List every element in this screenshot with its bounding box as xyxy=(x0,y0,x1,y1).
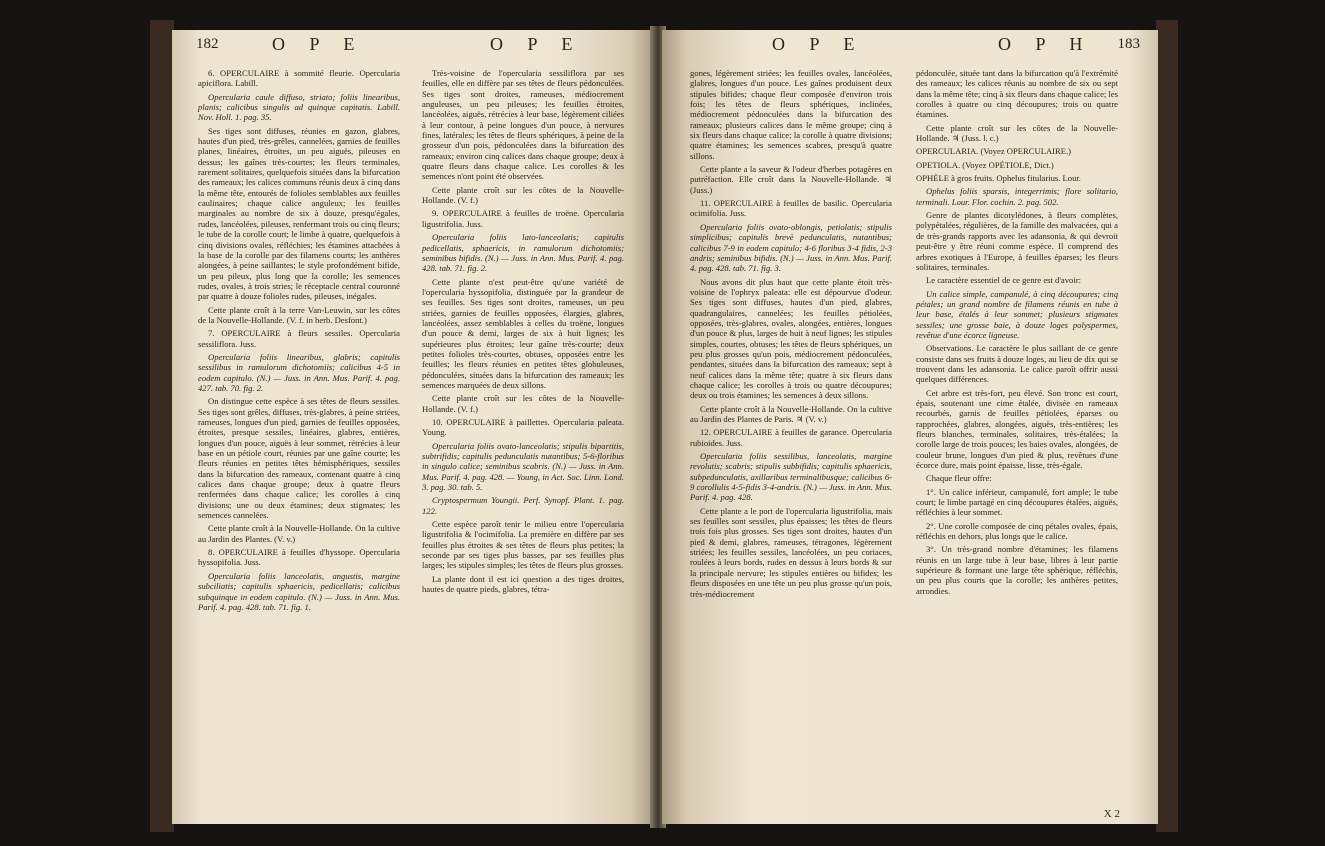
paragraph: 3°. Un très-grand nombre d'étamines; les filamens réunis en un large tube à leur base, libres à leur partie supérieure & formant une large tête sphérique, réfléchis, un peu plus courts que la corolle; les anthères petites, arrondies. xyxy=(916,544,1118,596)
text-column xyxy=(690,68,892,602)
paragraph: Ophelus foliis sparsis, integerrimis; flore solitario, terminali. Lour. Flor. cochin. 2. pag. 502. xyxy=(916,186,1118,207)
paragraph: Cette plante croît sur les côtes de la Nouvelle-Hollande. (V. f.) xyxy=(422,184,624,206)
left-page xyxy=(172,30,654,824)
paragraph: 11. OPERCULAIRE à feuilles de basilic. Opercularia ocimifolia. Juss. xyxy=(690,198,892,219)
right-cover-edge xyxy=(1156,20,1178,832)
paragraph: Genre de plantes dicotylédones, à fleurs complètes, polypétalées, régulières, de la famille des malvacées, qui a de très-grands rapports avec les adansonia, & qui devroit peut-être y être réuni comme espèce. Il comprend des arbres exotiques à l'Europe, à feuilles éparses; les fleurs solitaires, terminales. xyxy=(916,210,1118,272)
paragraph: Très-voisine de l'opercularia sessiliflora par ses feuilles, elle en diffère par ses têtes de fleurs pédonculées. Ses tiges sont droites, rameuses, médiocrement anguleuses, un peu pileuses; les feuilles étroites, lancéolées, aiguës, rétrécies à leur base, légèrement ciliées à leur contour, à peine longues d'un pouce, à nervures fines, latérales; les têtes de fleurs sphériques, à peine de la grosseur d'un pois, pédonculées dans la bifurcation des rameaux; environ cinq calices dans chaque groupe; deux à quatre fleurs dans chaque calice. Les corolles & les semences n'ont point été observées. xyxy=(422,68,624,182)
right-page xyxy=(662,30,1158,824)
paragraph: 9. OPERCULAIRE à feuilles de troëne. Opercularia ligustrifolia. Juss. xyxy=(422,208,624,229)
paragraph: 7. OPERCULAIRE à fleurs sessiles. Opercularia sessiliflora. Juss. xyxy=(198,328,400,349)
page-number: 182 xyxy=(196,36,219,52)
paragraph: OPERCULARIA. (Voyez OPERCULAIRE.) xyxy=(916,146,1072,157)
paragraph: 6. OPERCULAIRE à sommité fleurie. Opercularia apiciflora. Labill. xyxy=(198,68,400,89)
paragraph: Le caractère essentiel de ce genre est d'avoir: xyxy=(926,275,1081,286)
paragraph: OPHÈLE à gros fruits. Ophelus fitularius. Lour. xyxy=(916,173,1081,184)
paragraph: Cette plante croît sur les côtes de la Nouvelle-Hollande. (V. f.) xyxy=(422,393,624,414)
paragraph: Cette espèce paroît tenir le milieu entre l'opercularia ligustrifolia & l'ocimifolia. La première en diffère par ses feuilles plus étroites & ses têtes de fleurs plus petites; la seconde par ses tiges plus basses, par ses feuilles plus larges; les stipules simples; les têtes de fleurs plus grosses. xyxy=(422,519,624,571)
paragraph: Opercularia foliis ovato-lanceolatis; stipulis bipartitis, subtrifidis; capitulis pedunculatis nutantibus; 5-6-floribus in singulo calice; seminibus scabris. (N.) — Juss. in Ann. Mus. Parif. 4. pag. 428. — Young, in Act. Soc. Linn. Lond. 3. pag. 30. tab. 5. xyxy=(422,440,624,493)
paragraph: Cette plante a la saveur & l'odeur d'herbes potagères en putréfaction. Elle croît dans la Nouvelle-Hollande. ♃ (Juss.) xyxy=(690,164,892,195)
running-head: O P E xyxy=(490,34,583,54)
paragraph: Nous avons dit plus haut que cette plante étoit très-voisine de l'ophryx paleata: elle est dépourvue d'odeur. Ses tiges sont diffuses, hautes d'un pied, glabres, quadrangulaires, cannelées; les feuilles pétiolées, opposées, très-glabres, ovales, alongées, entières, longues d'un pouce & plus, larges de huit à neuf lignes; les stipules simples, courtes, obtuses; les têtes de fleurs sphériques, un peu plus grosses qu'un pois, médiocrement pédonculées, pendantes, situées dans la bifurcation des rameaux; sept à neuf calices dans la même tête; quatre à six fleurs dans chaque calice; les corolles à trois ou quatre découpures; deux ou trois étamines; les semences à deux sillons. xyxy=(690,276,892,401)
paragraph: Cette plante croît à la terre Van-Leuwin, sur les côtes de la Nouvelle-Hollande. (V. f. in herb. Desfont.) xyxy=(198,304,400,325)
paragraph: 2°. Une corolle composée de cinq pétales ovales, épais, réfléchis en dehors, plus longs que le calice. xyxy=(916,520,1118,542)
paragraph: 10. OPERCULAIRE à paillettes. Opercularia paleata. Young. xyxy=(422,417,624,438)
page-number: 183 xyxy=(1117,36,1140,52)
text-column xyxy=(916,68,1118,599)
paragraph: Opercularia foliis linearibus, glabris; capitulis sessilibus in ramulorum dichotomiis; calicibus 4-5 in eodem capitulo. (N.) — Juss. in Ann. Mus. Parif. 4. pag. 427. tab. 70. fig. 2. xyxy=(198,351,400,393)
paragraph: Cet arbre est très-fort, peu élevé. Son tronc est court, épais, soutenant une cime étalée, divisée en rameaux recourbés, garnis de feuilles pétiolées, éparses ou rapprochées, glabres, alongées, aiguës, très-entières; les fleurs blanches, terminales, solitaires, très-étalées; la corolle large de trois pouces; les baies ovales, alongées, de couleur brune, longues d'un pied & plus, revêtues d'une écorce dure, mais point épaisse, lisse, très-égale. xyxy=(916,387,1118,471)
paragraph: Ses tiges sont diffuses, réunies en gazon, glabres, hautes d'un pied, très-grêles, cannelées, garnies de feuilles planes, linéaires, étroites, un peu aiguës, pileuses en dessus; les gaînes très-courtes; les fleurs terminales, rarement solitaires, quelquefois situées dans la bifurcation des rameaux; les calices communs réunis deux à cinq dans la même tête, entourés de folioles semblables aux feuilles caulinaires; chaque calice anguleux; les feuilles marginales au nombre de six à douze, presqu'égales, rudes, lancéolées, pileuses, renfermant trois ou cinq fleurs; le tube de la corolle court; le limbe à quatre, quelquefois à cinq divisions ovales, réfléchies; les étamines attachées à la base de la corolle par des filamens courts; les anthères alongées, à peine saillantes; le style profondément bifide, un peu pileux, plus long que la corolle; les semences rudes, ovales, à trois stries; le réceptacle central couronné par quatre à douze folioles rudes, pileuses, inégales. xyxy=(198,125,400,302)
text-column xyxy=(198,68,400,615)
running-head: O P E xyxy=(272,34,365,54)
paragraph: Cette plante croît à la Nouvelle-Hollande. On la cultive au Jardin des Plantes. (V. v.) xyxy=(198,523,400,544)
paragraph: Cryptospermum Youngii. Perf. Synopf. Plant. 1. pag. 122. xyxy=(422,495,624,516)
paragraph: Cette plante a le port de l'opercularia ligustrifolia, mais ses feuilles sont sessiles, plus épaisses; les têtes de fleurs trois fois plus grosses. Ses tiges sont droites, hautes d'un pied & demi, glabres, rameuses, tétragones, légèrement striées; les feuilles sessiles, lancéolées, un peu coriaces, roulées à leurs bords, rudes en dessus à leurs bords & sur la principale nervure; les stipules entières ou bifides; les fleurs disposées en une tête un peu plus grosse qu'un pois, très-médiocrement xyxy=(690,505,892,599)
running-head: O P H xyxy=(998,34,1093,54)
paragraph: Chaque fleur offre: xyxy=(926,473,992,484)
paragraph: Un calice simple, campanulé, à cinq découpures; cinq pétales; un grand nombre de filamens réunis en tube à leur base, étalés à leur sommet; plusieurs stigmates sessiles; une grosse baie, à douze loges polyspermes, revêtue d'une écorce ligneuse. xyxy=(916,288,1118,340)
paragraph: Cette plante croît sur les côtes de la Nouvelle-Hollande. ♃ (Juss. l. c.) xyxy=(916,122,1118,144)
paragraph: Opercularia foliis lato-lanceolatis; capitulis pedicellatis, sphaericis, in ramulorum dichotomiis; seminibus bifidis. (N.) — Juss. in Ann. Mus. Parif. 4. pag. 428. tab. 71. fig. 2. xyxy=(422,232,624,274)
paragraph: 1°. Un calice inférieur, campanulé, fort ample; le tube court; le limbe partagé en cinq découpures étalées, aiguës, réfléchies à leur sommet. xyxy=(916,486,1118,518)
paragraph: La plante dont il est ici question a des tiges droites, hautes de quatre pieds, glabres, tétra- xyxy=(422,573,624,595)
paragraph: Cette plante croît à la Nouvelle-Hollande. On la cultive au Jardin des Plantes de Paris. ♃ (V. v.) xyxy=(690,403,892,424)
paragraph: Opercularia foliis sessilibus, lanceolatis, margine revolutis; scabris; stipulis subbifidis; capitulis sphaericis, subpedunculatis, axillaribus terminalibusque; calicibus 6-9 corollulis 4-5-fidis 3-4-andris. (N.) — Juss. in Ann. Mus. Parif. 4. pag. 428. xyxy=(690,451,892,503)
paragraph: Opercularia foliis lanceolatis, angustis, margine subciliatis; capitulis sphaericis, pedicellatis; calicibus subquinque in eodem capitulo. (N.) — Juss. in Ann. Mus. Parif. 4. pag. 428. tab. 71. fig. 1. xyxy=(198,570,400,612)
paragraph: gones, légèrement striées; les feuilles ovales, lancéolées, glabres, longues d'un pouce. Les gaînes produisent deux stipules bifides; chaque fleur composée d'environ trois fois; les têtes de fleurs sphériques, inclinées, médiocrement pédonculées dans la bifurcation des rameaux; plusieurs calices dans le même groupe; cinq à six fleurs dans chaque calice; la corolle à quatre divisions; quatre étamines; les semences scabres, presqu'à quatre sillons. xyxy=(690,68,892,161)
paragraph: On distingue cette espèce à ses têtes de fleurs sessiles. Ses tiges sont grêles, diffuses, très-glabres, à peine striées, rameuses, longues d'un pied, garnies de feuilles opposées, étroites, presque sessiles, linéaires, glabres, entières, longues d'un pouce, aiguës à leur sommet, rétrécies à leur base en un pétiole court, réunies par une gaîne courte; les fleurs réunies en petites têtes hémisphériques, sessiles dans la bifurcation des rameaux, contenant quatre à cinq calices dans chaque groupe; deux à quatre fleurs renfermées dans chaque calice; les corolles à cinq divisions; une ou deux étamines; deux stigmates; les semences cannelées. xyxy=(198,396,400,521)
paragraph: Opercularia caule diffuso, striato; foliis linearibus, planis; calicibus singulis ad quinque capitatis. Labill. Nov. Holl. 1. pag. 35. xyxy=(198,91,400,123)
left-cover-edge xyxy=(150,20,174,832)
paragraph: Observations. Le caractère le plus saillant de ce genre consiste dans ses fruits à douze loges, au lieu de dix qui se trouvent dans les adansonia. Le calice paroît offrir aussi quelques différences. xyxy=(916,343,1118,385)
paragraph: OPETIOLA. (Voyez OPÉTIOLE, Dict.) xyxy=(916,159,1054,170)
text-column xyxy=(422,68,624,598)
paragraph: 12. OPERCULAIRE à feuilles de garance. Opercularia rubioides. Juss. xyxy=(690,427,892,448)
paragraph: pédonculée, située tant dans la bifurcation qu'à l'extrémité des rameaux; les calices réunis au nombre de six ou sept dans la même tête; cinq à six fleurs dans chaque calice; les corolles à quatre ou cinq découpures; trois ou quatre étamines. xyxy=(916,68,1118,120)
paragraph: 8. OPERCULAIRE à feuilles d'hyssope. Opercularia hyssopifolia. Juss. xyxy=(198,547,400,568)
paragraph: Opercularia foliis ovato-oblongis, petiolatis; stipulis simplicibus; capitulis brevè pedunculatis, nutantibus; calicibus 7-9 in eodem capitulo; 4-6 floribus 3-4 fidis, 2-3 andris; seminibus bifidis. (N.) — Juss. in Ann. Mus. Parif. 4. pag. 428. tab. 71. fig. 3. xyxy=(690,221,892,274)
signature-mark: X 2 xyxy=(1103,808,1120,820)
running-head: O P E xyxy=(772,34,865,54)
paragraph: Cette plante n'est peut-être qu'une variété de l'opercularia hyssopifolia, distinguée par la grandeur de ses feuilles. Ses tiges sont droites, rameuses, un peu striées, garnies de feuilles opposées, élargies, glabres, lancéolées, assez semblables à celles du troëne, longues d'un pouce & demi, larges de six à huit lignes; les supérieures plus étroites; leur gaîne très-courte; deux petites folioles très-courtes, obtuses, opposées entre les feuilles; les fleurs réunies en petites têtes globuleuses, pédonculées, situées dans la bifurcation des rameaux; les semences marquées de deux sillons. xyxy=(422,276,624,390)
